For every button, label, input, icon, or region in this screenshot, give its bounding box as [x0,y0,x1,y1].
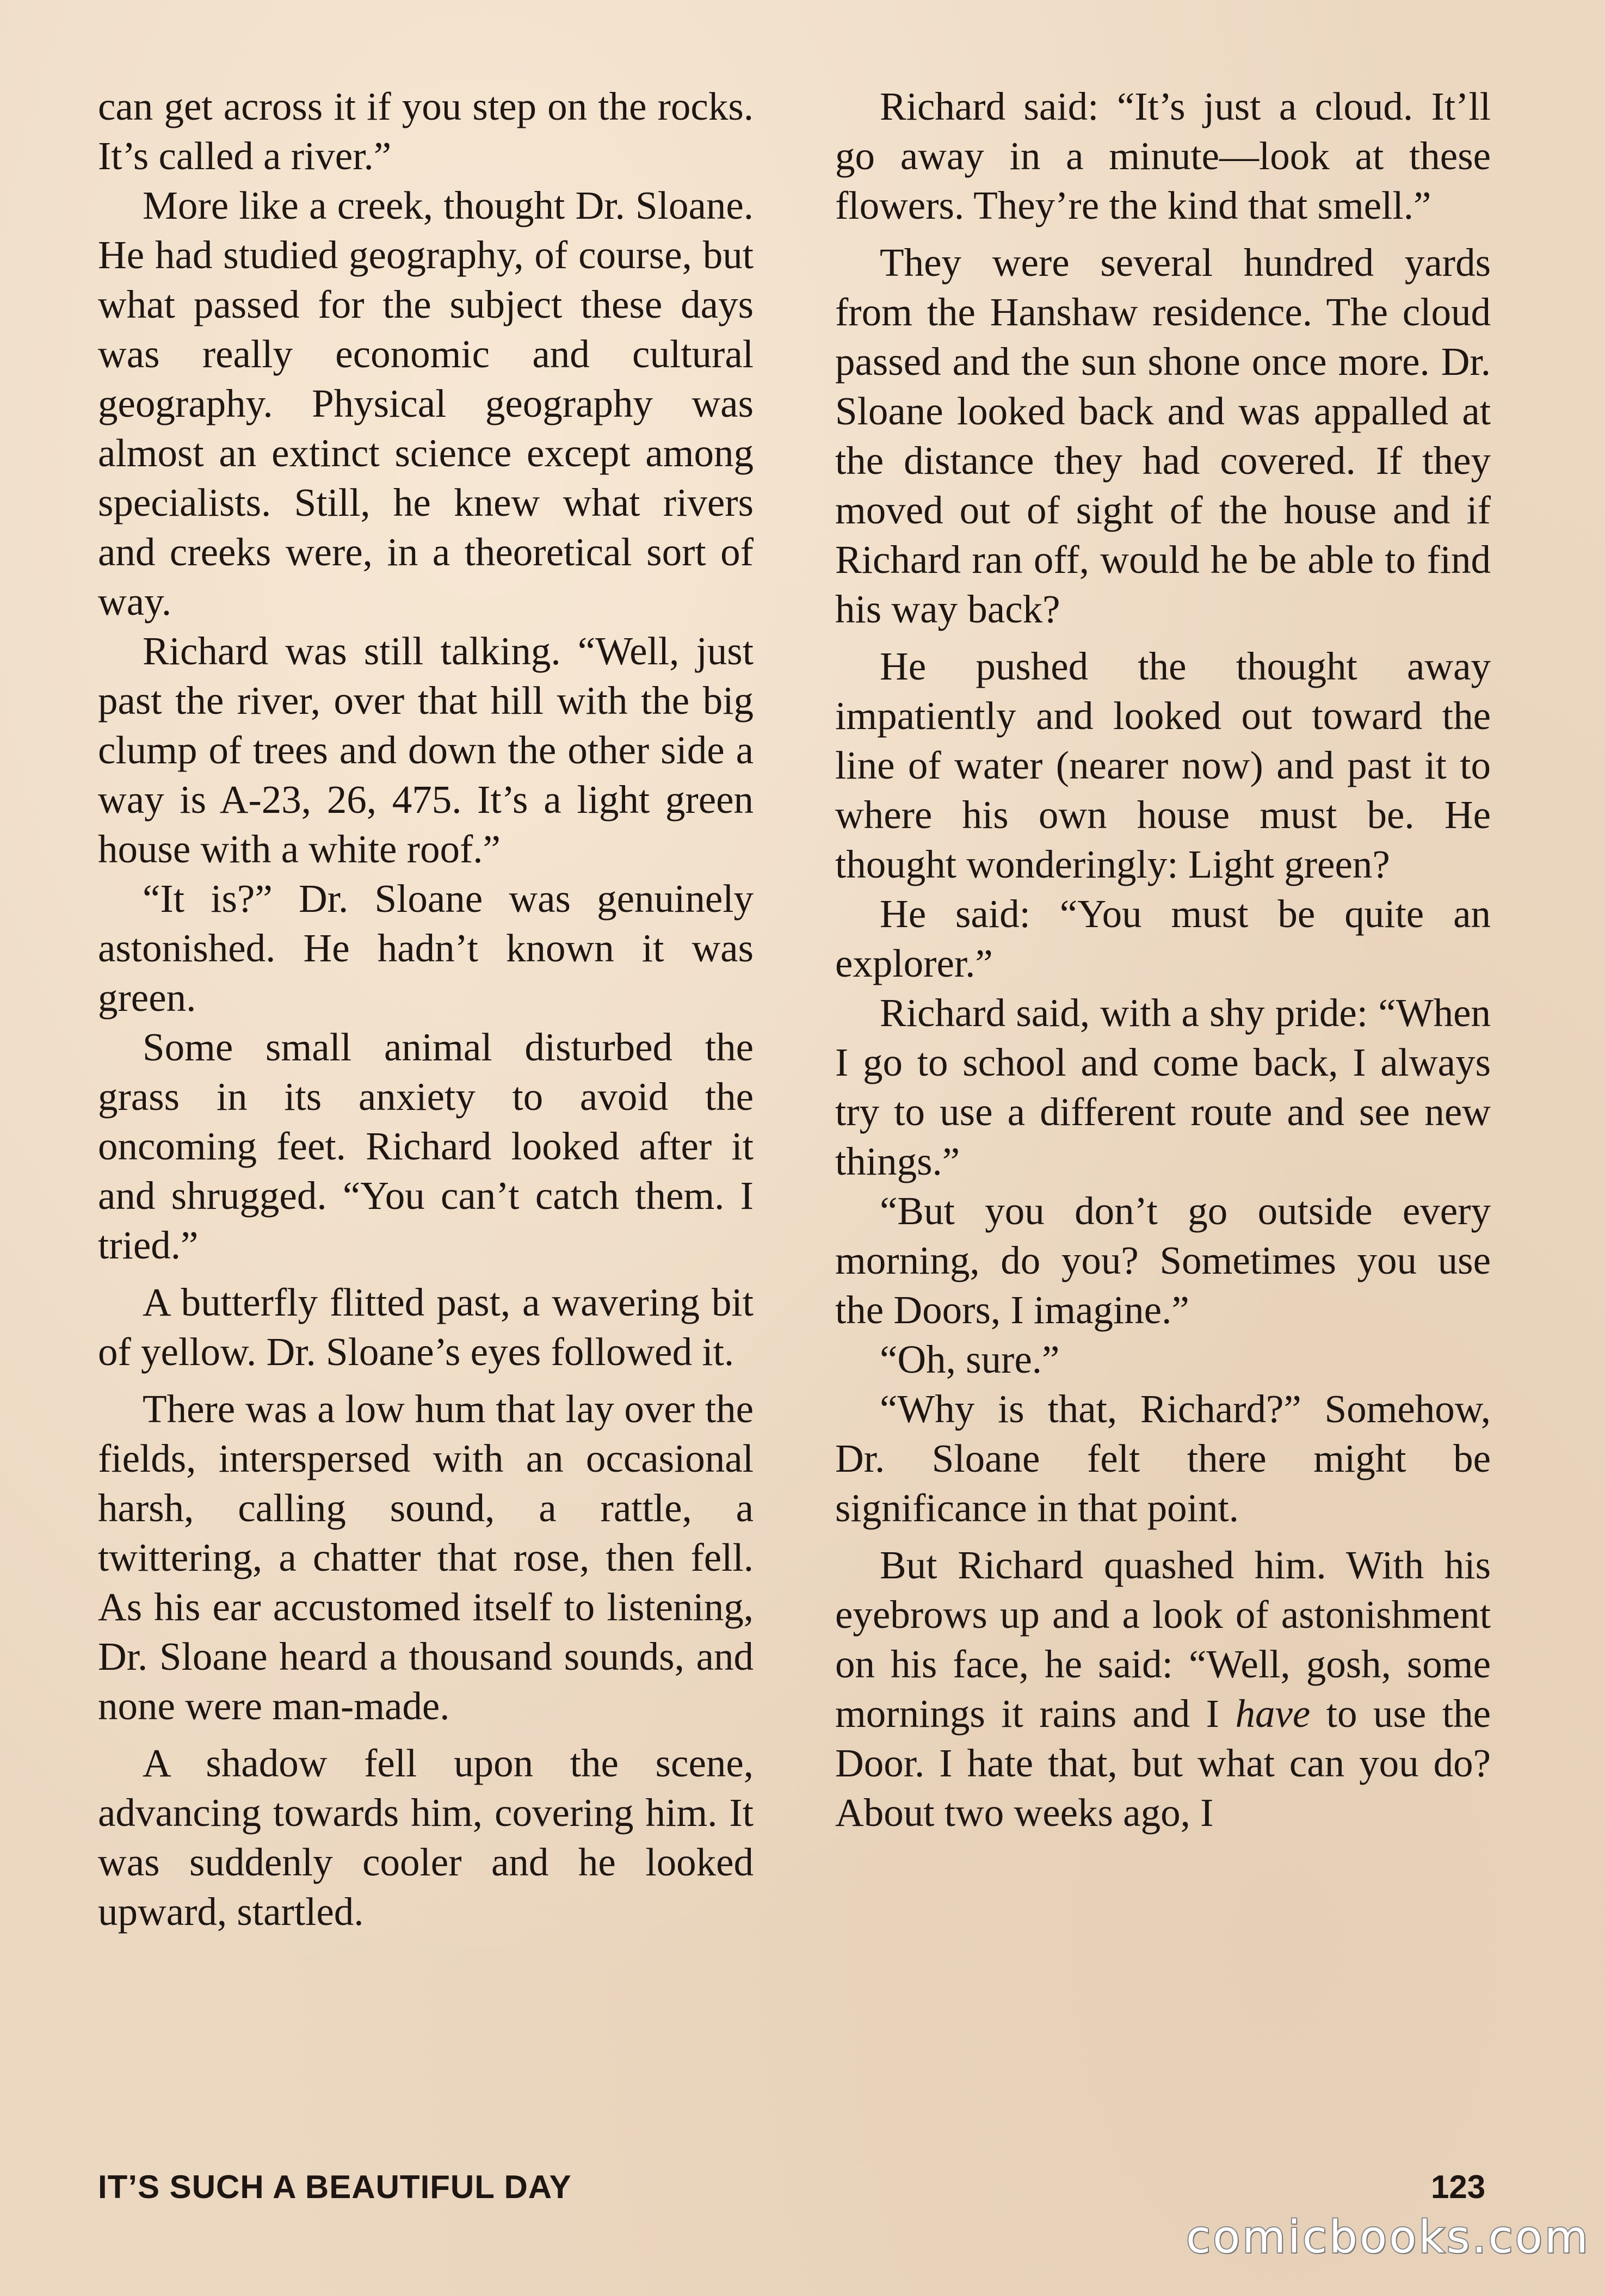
paragraph: They were several hundred yards from the Hanshaw residence. The cloud passed and the sun shone once more. Dr. Sloane looked back and was appalled at the distance they had covered. If they moved out of sight of the house and if Richard ran off, would he be able to find his way back? [835,240,1491,631]
running-footer-title: IT’S SUCH A BEAUTIFUL DAY [98,2169,572,2205]
paragraph-text: to use the Door. I hate that, but what can you do? About two weeks ago, I [835,1692,1491,1835]
paragraph-text: But Richard quashed him. With his eyebrows up and a look of astonishment on his face, he said: “Well, gosh, some mornings it rains and I [835,1543,1491,1736]
paragraph: More like a creek, thought Dr. Sloane. He had studied geography, of course, but what passed for the subject these days was really economic and cultural geography. Physical geography was almost an extinct science except among specialists. Still, he knew what rivers and creeks were, in a theoretical sort of way. [98,183,754,624]
emphasized-word: have [1235,1692,1311,1736]
paragraph: He said: “You must be quite an explorer.” [835,892,1491,985]
paragraph: “Oh, sure.” [880,1337,1060,1381]
paragraph: “It is?” Dr. Sloane was genuinely astonished. He hadn’t known it was green. [98,877,754,1020]
watermark: comicbooks.com [1186,2212,1590,2263]
page-number: 123 [1431,2169,1486,2205]
paragraph: Some small animal disturbed the grass in its anxiety to avoid the oncoming feet. Richard looked after it and shrugged. “You can’t catch them. I tried.” [98,1025,754,1267]
paragraph: Richard was still talking. “Well, just past the river, over that hill with the big clump of trees and down the other side a way is A-23, 26, 475. It’s a light green house with a white roof.” [98,629,754,871]
right-text-column [835,82,1491,1837]
paragraph [835,1540,1491,1837]
paragraph: There was a low hum that lay over the fields, interspersed with an occasional harsh, calling sound, a rattle, a twittering, a chatter that rose, then fell. As his ear accustomed itself to listening, Dr. Sloane heard a thousand sounds, and none were man-made. [98,1387,754,1728]
paragraph: A butterfly flitted past, a wavering bit of yellow. Dr. Sloane’s eyes followed it. [98,1280,754,1374]
left-text-column [98,82,754,1936]
paragraph: can get across it if you step on the rocks. It’s called a river.” [98,84,754,178]
paragraph: A shadow fell upon the scene, advancing towards him, covering him. It was suddenly cooler and he looked upward, startled. [98,1741,754,1934]
paragraph: Richard said, with a shy pride: “When I go to school and come back, I always try to use a different route and see new things.” [835,991,1491,1183]
paragraph: “But you don’t go outside every morning, do you? Sometimes you use the Doors, I imagine.” [835,1189,1491,1332]
paragraph: Richard said: “It’s just a cloud. It’ll go away in a minute—look at these flowers. They’re the kind that smell.” [835,84,1491,227]
paragraph: He pushed the thought away impatiently and looked out toward the line of water (nearer now) and past it to where his own house must be. He thought wonderingly: Light green? [835,644,1491,886]
paragraph: “Why is that, Richard?” Somehow, Dr. Sloane felt there might be significance in that point. [835,1387,1491,1530]
